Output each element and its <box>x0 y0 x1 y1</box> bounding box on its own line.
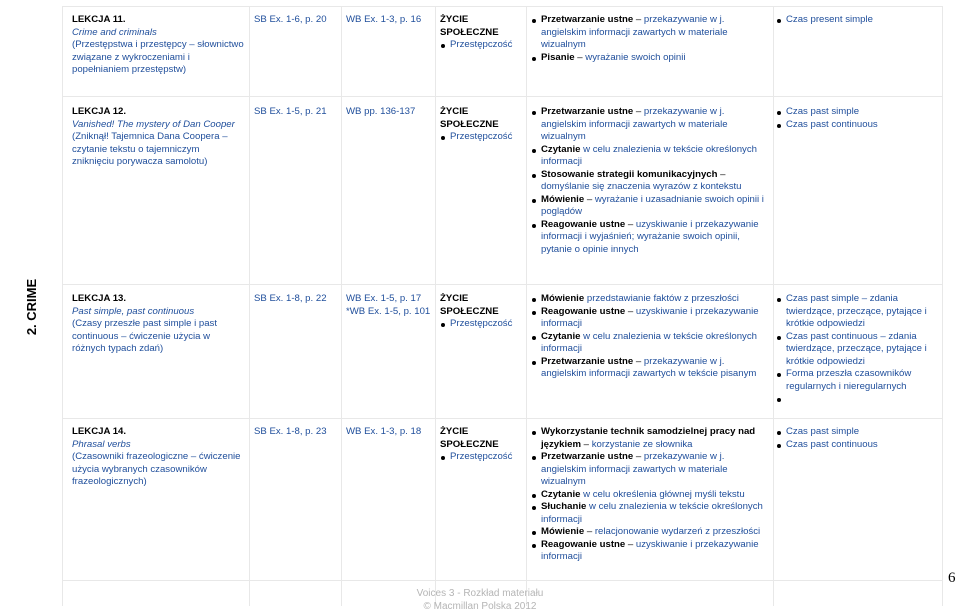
lesson-description: (Zniknął! Tajemnica Dana Coopera – czytanie tekstu o tajemniczym zniknięciu porywacza samolotu) <box>72 131 228 167</box>
skill-item: Reagowanie ustne – uzyskiwanie i przekazywanie informacji i wyjaśnień; wyrażanie swoich opinii, pytanie o opinie innych <box>531 219 771 257</box>
skill-item: Mówienie – relacjonowanie wydarzeń z przeszłości <box>531 526 771 539</box>
skill-item: Przetwarzanie ustne – przekazywanie w j. angielskim informacji zawartych w materiale wizualnym <box>531 14 771 52</box>
skill-item <box>531 501 771 526</box>
skill-item: Przetwarzanie ustne – przekazywanie w j. angielskim informacji zawartych w materiale wizualnym <box>531 106 771 144</box>
topic-cell <box>440 426 528 464</box>
skill-name: Czytanie <box>541 143 581 155</box>
lesson-number: LEKCJA 11. <box>72 14 126 25</box>
grammar-item: Czas past continuous <box>776 119 938 132</box>
skill-name: Mówienie <box>541 526 585 537</box>
skill-desc: domyślanie się znaczenia wyrazów z kontekstu <box>541 181 742 192</box>
skill-item: Stosowanie strategii komunikacyjnych – domyślanie się znaczenia wyrazów z kontekstu <box>531 169 771 194</box>
grammar-item: Czas past simple <box>776 426 938 439</box>
skill-name: Wykorzystanie technik samodzielnej pracy nad językiem <box>541 426 756 450</box>
skill-desc: w celu znalezienia w tekście określonych informacji <box>541 330 757 354</box>
skill-desc: w celu znalezienia w tekście określonych informacji <box>541 501 763 525</box>
wb-cell <box>346 293 432 318</box>
skill-name: Przetwarzanie ustne <box>541 355 634 367</box>
skill-item <box>531 489 771 502</box>
sb-reference: SB Ex. 1-6, p. 20 <box>254 14 327 25</box>
grammar-cell <box>776 293 938 405</box>
topic-title: ŻYCIE SPOŁECZNE <box>440 106 499 130</box>
skills-cell <box>531 106 771 256</box>
subtopic-item: Przestępczość <box>440 318 528 331</box>
lesson-cell <box>72 14 244 77</box>
skill-desc: przekazywanie w j. angielskim informacji zawartych w tekście pisanym <box>541 355 757 379</box>
skill-item <box>531 144 771 169</box>
wb-reference: WB Ex. 1-5, p. 17 <box>346 293 422 304</box>
skill-name: Przetwarzanie ustne <box>541 106 634 117</box>
grammar-item: Czas past simple – zdania twierdzące, przeczące, pytające i krótkie odpowiedzi <box>776 293 938 331</box>
skill-desc: wyrażanie swoich opinii <box>585 51 686 63</box>
grammar-item: Czas past simple <box>776 106 938 119</box>
sb-reference: SB Ex. 1-5, p. 21 <box>254 106 327 117</box>
skill-name: Pisanie <box>541 51 575 63</box>
skill-item: Reagowanie ustne – uzyskiwanie i przekazywanie informacji <box>531 306 771 331</box>
skill-item <box>531 331 771 356</box>
skill-desc: korzystanie ze słownika <box>591 438 693 450</box>
skill-name: Mówienie <box>541 293 585 304</box>
skill-desc: przekazywanie w j. angielskim informacji zawartych w materiale wizualnym <box>541 451 728 487</box>
skill-name: Przetwarzanie ustne <box>541 451 634 462</box>
skill-desc: relacjonowanie wydarzeń z przeszłości <box>594 526 761 537</box>
wb-reference: WB pp. 136-137 <box>346 106 416 117</box>
skills-cell <box>531 426 771 564</box>
lesson-description: (Czasowniki frazeologiczne – ćwiczenie użycia wybranych czasowników frazeologicznych) <box>72 451 241 487</box>
subtopic-item: Przestępczość <box>440 131 528 144</box>
lesson-title: Vanished! The mystery of Dan Cooper <box>72 118 235 130</box>
skill-desc: uzyskiwanie i przekazywanie informacji <box>541 305 759 329</box>
skill-name: Słuchanie <box>541 501 587 512</box>
topic-title: ŻYCIE SPOŁECZNE <box>440 426 499 450</box>
skill-desc: wyrażanie i uzasadnianie swoich opinii i poglądów <box>541 193 764 217</box>
lesson-number: LEKCJA 12. <box>72 106 127 117</box>
grammar-item: Czas present simple <box>776 14 938 27</box>
skill-desc: uzyskiwanie i przekazywanie informacji i wyjaśnień; wyrażanie swoich opinii, pytanie o opinie innych <box>541 218 759 255</box>
topic-cell <box>440 106 528 144</box>
skills-cell <box>531 293 771 381</box>
skill-item: Przetwarzanie ustne – przekazywanie w j. angielskim informacji zawartych w materiale wizualnym <box>531 451 771 489</box>
skill-desc: przekazywanie w j. angielskim informacji zawartych w materiale wizualnym <box>541 106 728 142</box>
lesson-title: Crime and criminals <box>72 26 157 38</box>
grammar-item <box>776 393 938 405</box>
wb-reference: WB Ex. 1-3, p. 18 <box>346 426 422 437</box>
skill-item: Pisanie – wyrażanie swoich opinii <box>531 52 771 65</box>
skills-cell <box>531 14 771 64</box>
grammar-item: Czas past continuous – zdania twierdzące, przeczące, pytające i krótkie odpowiedzi <box>776 331 938 369</box>
wb-extra-reference: *WB Ex. 1-5, p. 101 <box>346 305 431 317</box>
footer <box>380 587 580 613</box>
lesson-number: LEKCJA 13. <box>72 293 127 304</box>
skill-name: Czytanie <box>541 330 581 342</box>
page-number: 6 <box>948 570 956 586</box>
footer-title: Voices 3 - Rozkład materiału <box>416 588 544 599</box>
topic-title: ŻYCIE SPOŁECZNE <box>440 14 499 38</box>
skill-desc: uzyskiwanie i przekazywanie informacji <box>541 538 759 562</box>
footer-copyright: © Macmillan Polska 2012 <box>423 601 537 612</box>
grammar-item: Czas past continuous <box>776 439 938 452</box>
skill-name: Czytanie <box>541 488 581 500</box>
skill-item <box>531 293 771 306</box>
skill-name: Reagowanie ustne <box>541 538 626 550</box>
lesson-number: LEKCJA 14. <box>72 426 127 437</box>
skill-desc: w celu określenia głównej myśli tekstu <box>583 488 745 500</box>
lesson-description: (Przestępstwa i przestępcy – słownictwo związane z wykroczeniami i popełnianiem przestępstw) <box>72 39 244 75</box>
skill-name: Stosowanie strategii komunikacyjnych <box>541 168 718 180</box>
lesson-title: Past simple, past continuous <box>72 305 195 317</box>
grammar-cell <box>776 14 938 27</box>
lesson-cell <box>72 426 244 489</box>
skill-desc: przedstawianie faktów z przeszłości <box>586 293 739 304</box>
skill-name: Reagowanie ustne <box>541 218 626 230</box>
skill-item: Wykorzystanie technik samodzielnej pracy nad językiem – korzystanie ze słownika <box>531 426 771 451</box>
skill-desc: przekazywanie w j. angielskim informacji zawartych w materiale wizualnym <box>541 14 728 50</box>
skill-name: Przetwarzanie ustne <box>541 14 634 25</box>
lesson-title: Phrasal verbs <box>72 438 131 450</box>
skill-desc: w celu znalezienia w tekście określonych informacji <box>541 143 757 167</box>
subtopic-item: Przestępczość <box>440 451 528 464</box>
lesson-description: (Czasy przeszłe past simple i past continuous – ćwiczenie użycia w różnych typach zdań) <box>72 318 218 354</box>
subtopic-item: Przestępczość <box>440 39 528 52</box>
topic-cell <box>440 293 528 331</box>
lesson-cell <box>72 106 244 169</box>
skill-name: Reagowanie ustne <box>541 305 626 317</box>
topic-title: ŻYCIE SPOŁECZNE <box>440 293 499 317</box>
sb-reference: SB Ex. 1-8, p. 23 <box>254 426 327 437</box>
topic-cell <box>440 14 528 52</box>
grammar-cell <box>776 426 938 451</box>
grammar-item: Forma przeszła czasowników regularnych i nieregularnych <box>776 368 938 393</box>
wb-reference: WB Ex. 1-3, p. 16 <box>346 14 422 25</box>
sb-reference: SB Ex. 1-8, p. 22 <box>254 293 327 304</box>
skill-item: Mówienie – wyrażanie i uzasadnianie swoich opinii i poglądów <box>531 194 771 219</box>
skill-item: Przetwarzanie ustne – przekazywanie w j. angielskim informacji zawartych w tekście pisanym <box>531 356 771 381</box>
skill-name: Mówienie <box>541 193 585 205</box>
unit-label: 2. CRIME <box>23 278 39 336</box>
lesson-cell <box>72 293 244 356</box>
skill-item: Reagowanie ustne – uzyskiwanie i przekazywanie informacji <box>531 539 771 564</box>
grammar-cell <box>776 106 938 131</box>
